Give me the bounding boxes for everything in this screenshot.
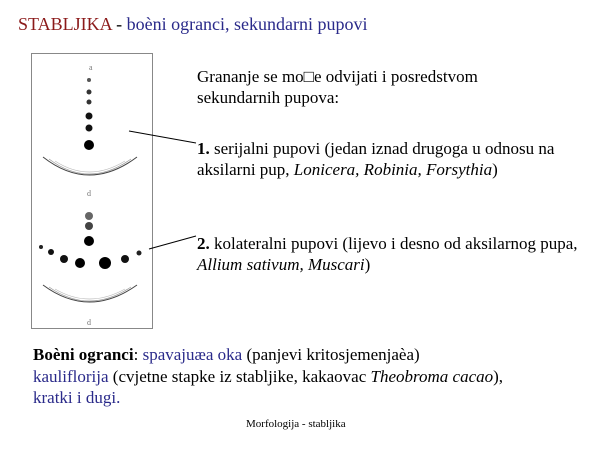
- item1-text: serijalni pupovi (jedan iznad drugoga u odnosu na aksilarni pup,: [197, 139, 555, 179]
- item1-number: 1.: [197, 139, 210, 158]
- term-dormant-buds: spavajuæa oka: [142, 345, 243, 364]
- title-sub: boèni ogranci, sekundarni pupovi: [126, 14, 368, 34]
- pointer-line-collateral: [149, 236, 196, 249]
- title-main: STABLJIKA: [18, 14, 112, 34]
- item-collateral-buds: [197, 233, 592, 275]
- bottom-label: Boèni ogranci: [33, 345, 134, 364]
- intro-line-1: Grananje se mo□e odvijati i posredstvom: [197, 67, 478, 86]
- item2-close: ): [364, 255, 371, 274]
- item2-text: kolateralni pupovi (lijevo i desno od aksilarnog pupa,: [209, 234, 578, 253]
- lateral-branches-text: [33, 344, 598, 409]
- figure-label-d-bottom: d: [87, 318, 91, 327]
- pointer-line-serial: [129, 131, 196, 143]
- item2-species: Allium sativum, Muscari: [197, 255, 365, 274]
- term-cauliflory-close: ),: [493, 366, 504, 386]
- item2-number: 2.: [197, 234, 210, 253]
- term-cauliflory: kauliflorija: [33, 366, 109, 386]
- figure-label-a: a: [89, 63, 93, 72]
- term-cauliflory-species: Theobroma cacao: [370, 366, 494, 386]
- item1-species: Lonicera, Robinia, Forsythia: [293, 160, 493, 179]
- intro-text: [197, 66, 587, 108]
- bottom-colon: :: [133, 345, 143, 364]
- figure-label-d-top: d: [87, 189, 91, 198]
- term-short-long: kratki i dugi.: [33, 388, 121, 407]
- title-separator: -: [111, 14, 127, 34]
- term-dormant-buds-note: (panjevi kritosjemenjaèa): [242, 345, 420, 364]
- item1-close: ): [492, 160, 498, 179]
- slide-footer: Morfologija - stabljika: [246, 418, 346, 430]
- term-cauliflory-note: (cvjetne stapke iz stabljike, kakaovac: [108, 366, 371, 386]
- intro-line-2: sekundarnih pupova:: [197, 88, 340, 107]
- item-serial-buds: [197, 138, 592, 180]
